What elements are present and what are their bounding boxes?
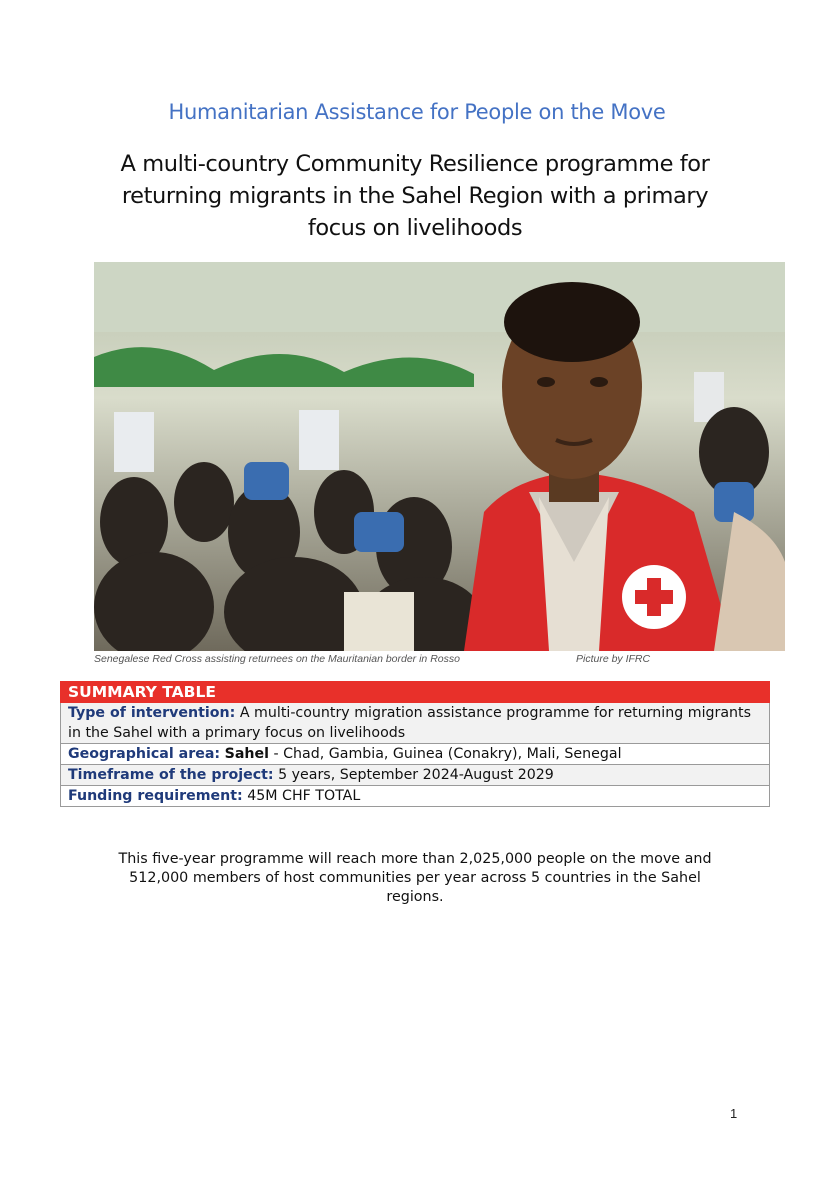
table-row (61, 703, 770, 744)
table-row (61, 765, 770, 786)
photo-credit: Picture by IFRC (576, 653, 651, 665)
time-value: 5 years, September 2024-August 2029 (278, 767, 554, 783)
table-row (61, 786, 770, 807)
type-label: Type of intervention: (68, 705, 236, 721)
geo-region: Sahel (224, 746, 269, 762)
geo-value: - Chad, Gambia, Guinea (Conakry), Mali, Senegal (273, 746, 622, 762)
caption-text: Senegalese Red Cross assisting returnees on the Mauritanian border in Rosso (94, 653, 460, 665)
time-label: Timeframe of the project: (68, 767, 274, 783)
fund-label: Funding requirement: (68, 788, 243, 804)
photo-caption (94, 653, 794, 665)
cover-photo (94, 262, 785, 651)
type-value: A multi-country migration assistance programme for returning migrants in the Sahel with a primary focus on livelihoods (68, 705, 751, 741)
geo-label: Geographical area: (68, 746, 221, 762)
summary-paragraph: This five-year programme will reach more than 2,025,000 people on the move and 512,000 members of host communities per year across 5 countries in the Sahel regions. (118, 851, 712, 905)
summary-table-header (61, 682, 770, 703)
page-number: 1 (730, 1106, 738, 1121)
summary-table (60, 681, 770, 807)
table-row (61, 744, 770, 765)
header-title: Humanitarian Assistance for People on the Move (168, 100, 666, 124)
summary-table-heading: SUMMARY TABLE (61, 682, 770, 703)
page-title: A multi-country Community Resilience programme for returning migrants in the Sahel Region with a primary focus on livelihoods (120, 151, 710, 241)
fund-value: 45M CHF TOTAL (247, 788, 361, 804)
